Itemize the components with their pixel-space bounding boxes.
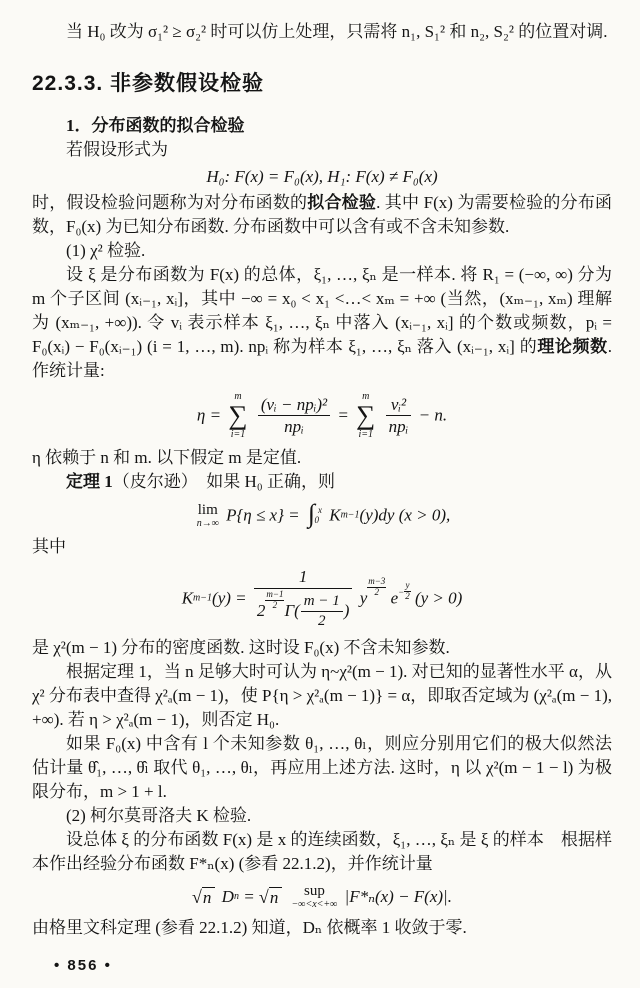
chi-square-subheading: (1) χ² 检验.	[66, 241, 146, 261]
sum-operator: m ∑ i=1	[228, 391, 248, 441]
eta-tail: − n.	[418, 405, 448, 425]
lead-text: 若假设形式为	[66, 140, 168, 159]
kernel-subscript: m−1	[193, 592, 213, 604]
base-two: 2	[256, 600, 266, 620]
kolmogorov-subheading: (2) 柯尔莫哥洛夫 K 检验.	[66, 806, 252, 826]
paragraph-rejection-region: 根据定理 1，当 n 足够大时可认为 η~χ²(m − 1). 对已知的显著性水平 α，从 χ² 分布表中查得 χ²ₐ(m − 1)，使 P{η > χ²ₐ(m − 1)} = α，即取否定域为 (χ²ₐ(m − 1), +∞). 若 η > χ²ₐ(m − 1)，则否定 H₀.	[32, 662, 612, 730]
fraction-v-squared: $\frac{\text{vᵢ²}}{\text{npᵢ}}$	[386, 395, 412, 437]
page-number: • 856 •	[54, 957, 112, 975]
intro-paragraph: 当 H₀ 改为 σ₁² ≥ σ₂² 时可以仿上处理，只需将 n₁, S₁² 和 n₂, S₂² 的位置对调.	[66, 22, 608, 41]
sum-operator: m ∑ i=1	[356, 391, 376, 441]
d-statistic: D	[221, 887, 234, 907]
e-exponent: − $\frac{y}{2}$	[398, 580, 410, 602]
lim-operator: lim n→∞	[196, 501, 219, 529]
d-subscript: n	[233, 891, 239, 903]
text-run: 时，假设检验问题称为对分布函数的	[32, 193, 308, 213]
hypothesis-expression: H₀: F(x) = F₀(x), H₁: F(x) ≠ F₀(x)	[206, 167, 438, 187]
paragraph-kolmogorov-setup: 设总体 ξ 的分布函数 F(x) 是 x 的连续函数，ξ₁, …, ξₙ 是 ξ 的样本 根据样本作出经验分布函数 F*ₙ(x) (参看 22.1.2)，并作统计量	[32, 830, 612, 874]
hypothesis-formula	[32, 164, 612, 189]
bold-term-theoretical-frequency: 理论频数	[537, 337, 608, 357]
glivenko-note: 由格里文科定理 (参看 22.1.2) 知道，Dₙ 依概率 1 收敛于零.	[32, 918, 467, 938]
integrand-tail: (y)dy (x > 0),	[359, 505, 451, 525]
normalizing-fraction: 1 2 $\frac{m-1}{2}$ Γ( $\frac{m - 1}{2}$ )	[254, 567, 353, 630]
kernel-symbol: K	[329, 505, 341, 525]
kernel-arg: (y) =	[212, 588, 247, 608]
theorem-1-line	[32, 470, 612, 494]
subsection-heading-fit-test: 1．分布函数的拟合检验	[66, 116, 245, 135]
domain-condition: (y > 0)	[414, 588, 463, 608]
text-run: 设 ξ 是分布函数为 F(x) 的总体，ξ₁, …, ξₙ 是一样本. 将 R₁ = (−∞, ∞) 分为 m 个子区间 (xᵢ₋₁, xᵢ]，其中 −∞ = x₀ < x₁ <…< xₘ = +∞ (当然，(xₘ₋₁, xₘ) 理解为 (xₘ₋₁, +∞)). 令 vᵢ 表示样本 ξ₁, …, ξₙ 中落入 (xᵢ₋₁, xᵢ] 的个数或频数，pᵢ = F₀(xᵢ) − F₀(xᵢ₋₁) (i = 1, …, m). npᵢ 称为样本 ξ₁, …, ξₙ 落入 (xᵢ₋₁, xᵢ] 的	[32, 265, 612, 357]
y-exponent-fraction: $\frac{m-3}{2}$	[368, 575, 386, 597]
text-run: . 作统计量:	[32, 337, 612, 381]
sup-operator: sup −∞<x<+∞	[291, 883, 338, 911]
right-paren: )	[343, 600, 350, 620]
paragraph-eta-depends: η 依赖于 n 和 m. 以下假定 m 是定值.	[32, 448, 302, 468]
e-symbol: e	[390, 588, 399, 608]
gamma-symbol: Γ	[284, 600, 295, 620]
y-variable: y	[359, 588, 368, 608]
kernel-symbol: K	[181, 588, 194, 608]
fraction-observed-expected: $\frac{\text{(vᵢ − npᵢ)²}}{\text{npᵢ}}$	[258, 395, 330, 437]
density-note: 是 χ²(m − 1) 分布的密度函数. 这时设 F₀(x) 不含未知参数.	[32, 638, 450, 658]
among-which-text: 其中	[32, 537, 66, 557]
probability-expression: P{η ≤ x} =	[226, 505, 300, 525]
paragraph-unknown-parameters: 如果 F₀(x) 中含有 l 个未知参数 θ₁, …, θₗ，则应分别用它们的极大似然法估计量 θ̂₁, …, θ̂ₗ 取代 θ₁, …, θₗ，再应用上述方法. 这时，η 以 χ²(m − 1 − l) 为极限分布，m > 1 + l.	[32, 734, 612, 802]
gamma-argument-fraction: $\frac{m - 1}{2}$	[301, 593, 343, 631]
paragraph-fit-test-definition	[32, 191, 612, 239]
eta-lhs: η =	[196, 405, 222, 425]
theorem-label: 定理 1	[66, 472, 113, 492]
equals-sign: =	[243, 887, 255, 907]
sqrt-n: √n	[192, 885, 215, 910]
kernel-subscript: m−1	[340, 509, 360, 521]
text-run: . 其中 F(x) 为需要检验的分布函数，F₀(x) 为已知分布函数. 分布函数中可以含有或不含未知参数.	[32, 193, 613, 237]
eta-statistic-formula	[32, 391, 612, 440]
kolmogorov-statistic-formula	[32, 884, 612, 910]
sqrt-n: √n	[259, 885, 282, 910]
integral-sign: ∫ x 0	[307, 499, 322, 529]
theorem-statement: （皮尔逊） 如果 H₀ 正确，则	[112, 472, 335, 492]
exponent-fraction: $\frac{m-1}{2}$	[266, 588, 284, 610]
sup-body: |F*ₙ(x) − F(x)|.	[344, 887, 452, 907]
section-heading: 22.3.3. 非参数假设检验	[32, 72, 265, 95]
left-paren: (	[294, 600, 300, 620]
equals-sign: =	[337, 405, 349, 425]
paragraph-chi-square-setup	[32, 263, 612, 383]
bold-term-fit-test: 拟合检验	[307, 193, 377, 213]
chi-square-density-formula	[32, 567, 612, 630]
pearson-limit-formula	[32, 499, 612, 529]
